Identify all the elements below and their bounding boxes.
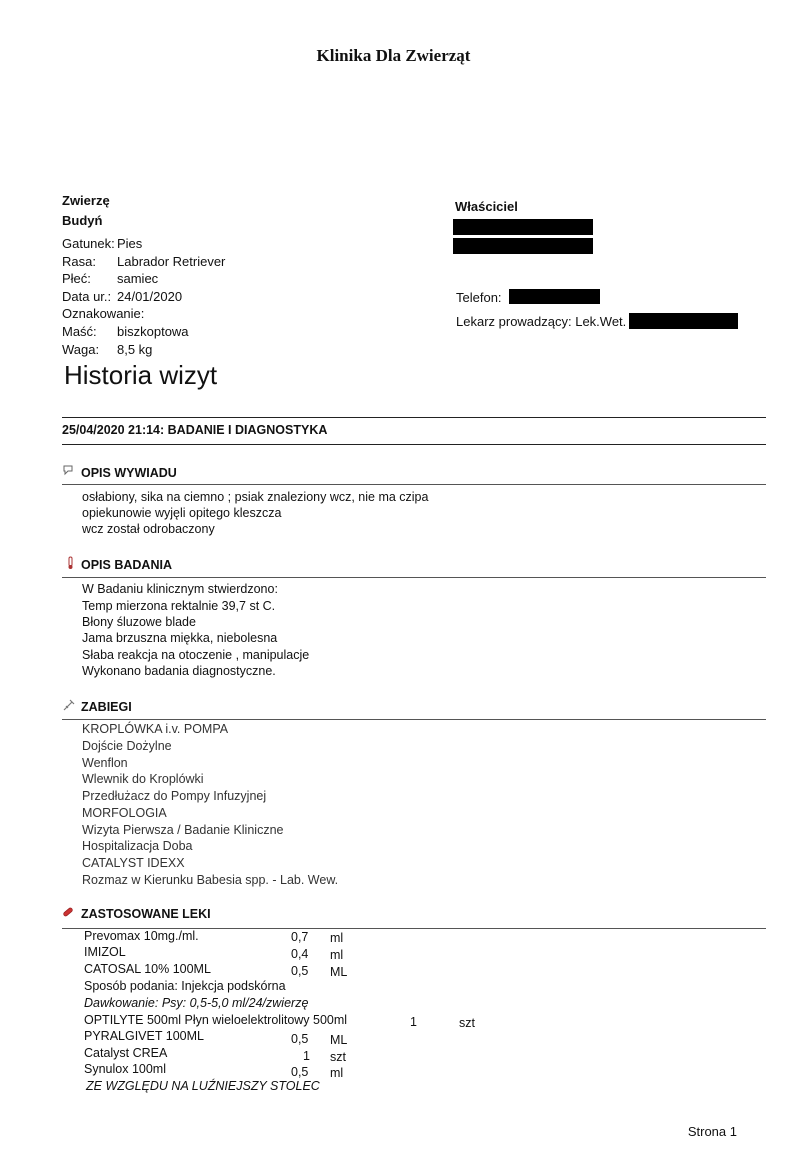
birthdate-value: 24/01/2020 [117, 289, 183, 304]
exam-title: OPIS BADANIA [81, 558, 172, 572]
owner-name-redaction [453, 219, 593, 235]
owner-heading: Właściciel [455, 199, 518, 214]
interview-title: OPIS WYWIADU [81, 466, 177, 480]
drug-qty: 0,5 [291, 1032, 309, 1046]
exam-line: Jama brzuszna miękka, niebolesna [82, 631, 278, 645]
procedure-line: Hospitalizacja Doba [82, 839, 193, 853]
exam-line: Słaba reakcja na otoczenie , manipulacje [82, 648, 310, 662]
owner-address-redaction [453, 238, 593, 254]
syringe-icon [63, 699, 75, 711]
visit-header: 25/04/2020 21:14: BADANIE I DIAGNOSTYKA [62, 423, 328, 437]
page-number: Strona 1 [687, 1124, 737, 1139]
procedures-title: ZABIEGI [81, 700, 132, 714]
drug-name: Catalyst CREA [84, 1046, 168, 1060]
interview-line: wcz został odrobaczony [82, 522, 215, 536]
phone-redaction [509, 289, 600, 304]
sex-value: samiec [117, 271, 159, 286]
interview-line: osłabiony, sika na ciemno ; psiak znaleziony wcz, nie ma czipa [82, 490, 429, 504]
drug-name: Prevomax 10mg./ml. [84, 929, 199, 943]
exam-line: Błony śluzowe blade [82, 615, 196, 629]
breed-value: Labrador Retriever [117, 254, 226, 269]
drug-unit: ML [330, 1033, 348, 1047]
procedure-line: Wlewnik do Kroplówki [82, 772, 204, 786]
drug-name: IMIZOL [84, 945, 126, 959]
drug-route: Sposób podania: Injekcja podskórna [84, 979, 286, 993]
exam-divider [62, 577, 766, 578]
visit-bottom-divider [62, 444, 766, 445]
doctor-redaction [629, 313, 738, 329]
animal-heading: Zwierzę [62, 193, 110, 208]
drug-dosage: Dawkowanie: Psy: 0,5-5,0 ml/24/zwierzę [84, 996, 309, 1010]
animal-name: Budyń [62, 213, 103, 228]
doctor-label: Lekarz prowadzący: Lek.Wet. [456, 314, 627, 329]
color-label: Maść: [62, 324, 97, 339]
drug-unit: ml [330, 931, 344, 945]
procedure-line: Przedłużacz do Pompy Infuzyjnej [82, 789, 267, 803]
marking-label: Oznakowanie: [62, 306, 145, 321]
species-value: Pies [117, 236, 143, 251]
chat-bubble-icon [62, 464, 74, 476]
species-label: Gatunek: [62, 236, 115, 251]
weight-value: 8,5 kg [117, 342, 153, 357]
exam-line: Temp mierzona rektalnie 39,7 st C. [82, 599, 276, 613]
procedures-divider [62, 719, 766, 720]
drug-note: ZE WZGLĘDU NA LUŹNIEJSZY STOLEC [86, 1079, 320, 1093]
exam-line: Wykonano badania diagnostyczne. [82, 664, 276, 678]
drug-unit: ml [330, 948, 344, 962]
weight-label: Waga: [62, 342, 100, 357]
breed-label: Rasa: [62, 254, 96, 269]
procedure-line: Wenflon [82, 756, 128, 770]
color-value: biszkoptowa [117, 324, 189, 339]
history-title: Historia wizyt [64, 360, 218, 390]
procedure-line: CATALYST IDEXX [82, 856, 185, 870]
drug-name: PYRALGIVET 100ML [84, 1029, 204, 1043]
drug-qty: 0,5 [291, 1065, 309, 1079]
drug-unit: szt [330, 1050, 346, 1064]
drug-qty: 1 [303, 1049, 310, 1063]
sex-label: Płeć: [62, 271, 91, 286]
procedure-line: MORFOLOGIA [82, 806, 167, 820]
drug-unit: ML [330, 965, 348, 979]
drug-name: CATOSAL 10% 100ML [84, 962, 211, 976]
drug-unit: ml [330, 1066, 344, 1080]
procedure-line: Dojście Dożylne [82, 739, 172, 753]
drug-qty: 1 [410, 1015, 417, 1029]
drug-name: OPTILYTE 500ml Płyn wieloelektrolitowy 500ml [84, 1013, 348, 1027]
interview-line: opiekunowie wyjęli opitego kleszcza [82, 506, 282, 520]
drug-name: Synulox 100ml [84, 1062, 166, 1076]
drug-unit: szt [459, 1016, 475, 1030]
exam-line: W Badaniu klinicznym stwierdzono: [82, 582, 278, 596]
drug-qty: 0,4 [291, 947, 309, 961]
phone-label: Telefon: [456, 290, 502, 305]
interview-divider [62, 484, 766, 485]
clinic-name: Klinika Dla Zwierząt [316, 46, 471, 65]
drug-qty: 0,5 [291, 964, 309, 978]
thermometer-icon [64, 556, 76, 568]
procedure-line: Rozmaz w Kierunku Babesia spp. - Lab. Wew. [82, 873, 339, 887]
drugs-title: ZASTOSOWANE LEKI [81, 907, 211, 921]
drug-qty: 0,7 [291, 930, 309, 944]
birthdate-label: Data ur.: [62, 289, 112, 304]
visit-top-divider [62, 417, 766, 418]
procedure-line: Wizyta Pierwsza / Badanie Kliniczne [82, 823, 284, 837]
pill-icon [62, 906, 74, 918]
procedure-line: KROPLÓWKA i.v. POMPA [82, 722, 229, 736]
